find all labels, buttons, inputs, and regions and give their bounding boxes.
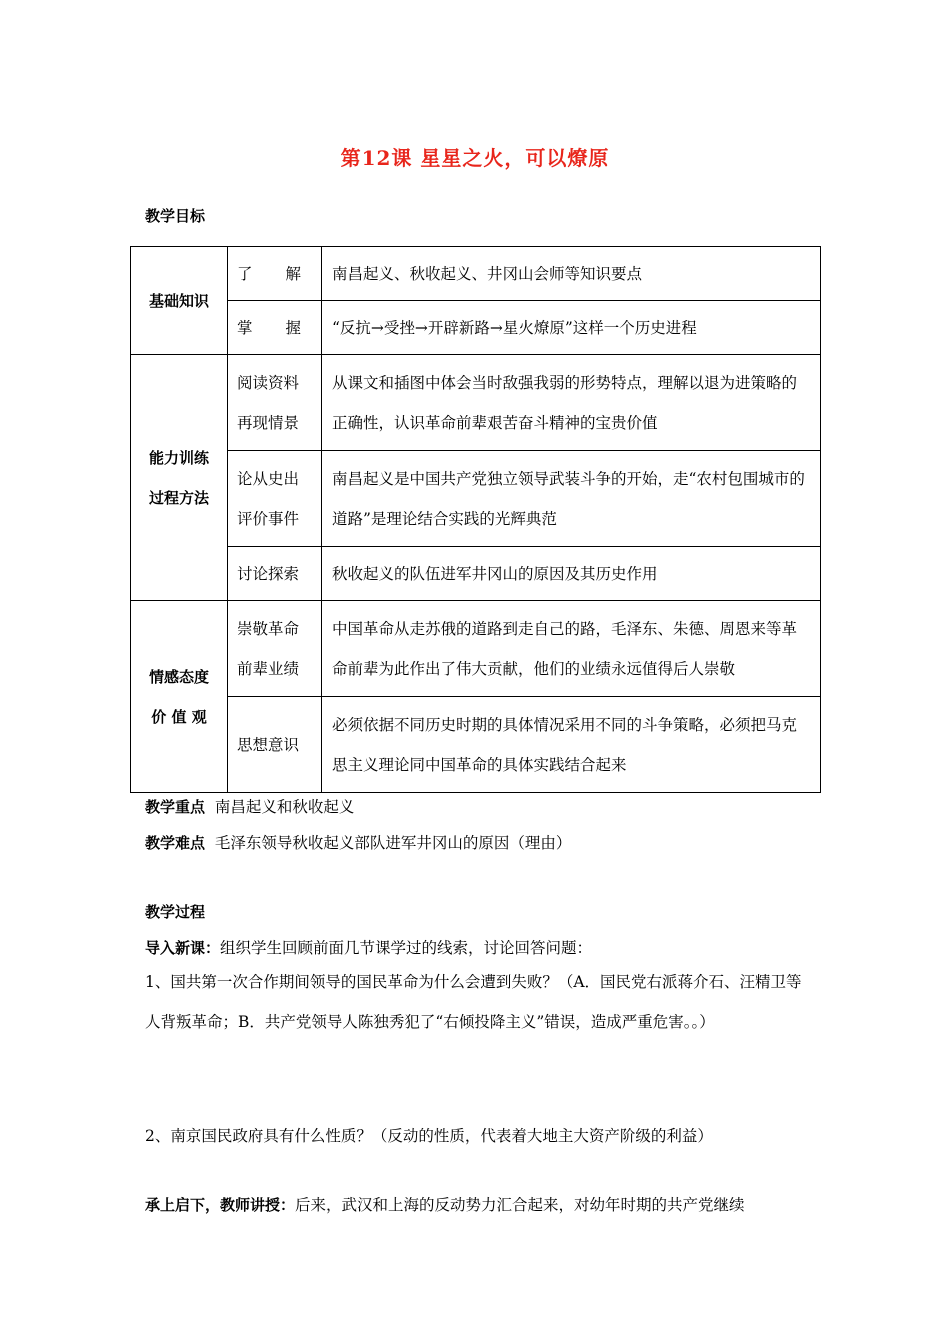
table-row (131, 355, 821, 451)
description-cell: 中国革命从走苏俄的道路到走自己的路，毛泽东、朱德、周恩来等革命前辈为此作出了伟大贡献，他们的业绩永远值得后人崇敬 (322, 601, 821, 697)
subcategory-cell: 阅读资料 再现情景 (228, 355, 322, 451)
subcategory-cell: 思想意识 (228, 697, 322, 793)
objectives-table (130, 246, 821, 793)
question-1: 1、国共第一次合作期间领导的国民革命为什么会遭到失败？（A．国民党右派蒋介石、汪精卫等人背叛革命；B．共产党领导人陈独秀犯了“右倾投降主义”错误，造成严重危害。。） (145, 973, 802, 1031)
subcategory-cell: 掌 握 (228, 301, 322, 355)
difficulty-line: 教学难点 毛泽东领导秋收起义部队进军井冈山的原因（理由） (145, 834, 572, 852)
process-heading: 教学过程 (145, 903, 206, 921)
category-basic: 基础知识 (131, 247, 228, 355)
table-row (131, 697, 821, 793)
category-emotion: 情感态度 价 值 观 (131, 601, 228, 793)
table-row (131, 601, 821, 697)
description-cell: 从课文和插图中体会当时敌强我弱的形势特点，理解以退为进策略的正确性，认识革命前辈艰苦奋斗精神的宝贵价值 (322, 355, 821, 451)
description-cell: 南昌起义、秋收起义、井冈山会师等知识要点 (322, 247, 821, 301)
question-2: 2、南京国民政府具有什么性质？（反动的性质，代表着大地主大资产阶级的利益） (145, 1127, 713, 1145)
table-row (131, 451, 821, 547)
table-row (131, 547, 821, 601)
key-point-line: 教学重点 南昌起义和秋收起义 (145, 798, 355, 816)
transition-line: 承上启下，教师讲授：后来，武汉和上海的反动势力汇合起来，对幼年时期的共产党继续 (145, 1196, 745, 1214)
category-ability: 能力训练 过程方法 (131, 355, 228, 601)
table-row (131, 247, 821, 301)
table-row (131, 301, 821, 355)
subcategory-cell: 讨论探索 (228, 547, 322, 601)
subcategory-cell: 崇敬革命 前辈业绩 (228, 601, 322, 697)
description-cell: “反抗→受挫→开辟新路→星火燎原”这样一个历史进程 (322, 301, 821, 355)
lesson-title: 第12课 星星之火，可以燎原 (340, 146, 610, 170)
subcategory-cell: 了 解 (228, 247, 322, 301)
intro-line: 导入新课：组织学生回顾前面几节课学过的线索，讨论回答问题： (145, 939, 593, 957)
objectives-heading: 教学目标 (145, 207, 206, 225)
subcategory-cell: 论从史出 评价事件 (228, 451, 322, 547)
description-cell: 秋收起义的队伍进军井冈山的原因及其历史作用 (322, 547, 821, 601)
description-cell: 必须依据不同历史时期的具体情况采用不同的斗争策略，必须把马克思主义理论同中国革命的具体实践结合起来 (322, 697, 821, 793)
description-cell: 南昌起义是中国共产党独立领导武装斗争的开始，走“农村包围城市的道路”是理论结合实践的光辉典范 (322, 451, 821, 547)
